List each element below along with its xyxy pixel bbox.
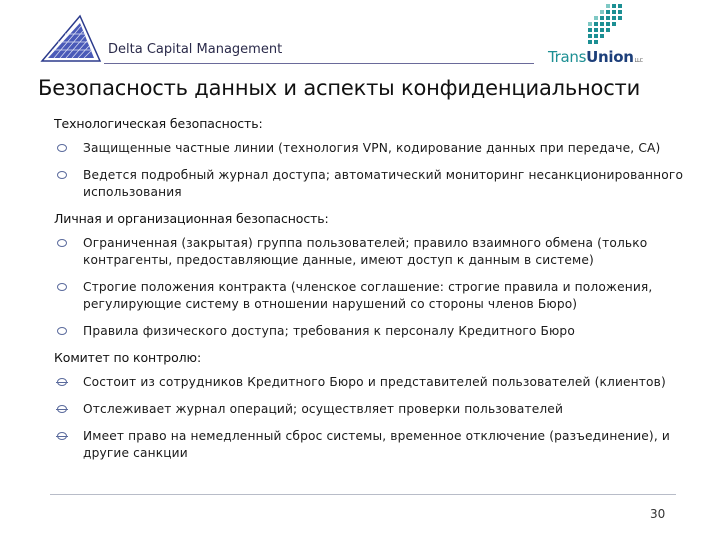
list-item-text: Отслеживает журнал операций; осуществляет проверки пользователей [83, 402, 564, 416]
section-heading-personal: Личная и организационная безопасность: [54, 211, 329, 226]
list-item [54, 323, 694, 340]
list-item-text: Ведется подробный журнал доступа; автоматический мониторинг несанкционированного использования [83, 168, 684, 199]
list-item [54, 428, 694, 462]
section-heading-tech: Технологическая безопасность: [54, 116, 263, 131]
list-item-text: Защищенные частные линии (технология VPN, кодирование данных при передаче, CA) [83, 141, 661, 155]
circle-bullet-icon [57, 378, 67, 386]
transunion-grid-icon [582, 2, 626, 46]
list-item-text: Состоит из сотрудников Кредитного Бюро и представителей пользователей (клиентов) [83, 375, 666, 389]
circle-bullet-icon [57, 283, 67, 291]
slide-content [54, 116, 694, 472]
list-item [54, 279, 694, 313]
circle-bullet-icon [57, 171, 67, 179]
list-item-text: Строгие положения контракта (членское соглашение: строгие правила и положения, регулирующие систему в отношении нарушений со стороны членов Бюро) [83, 280, 653, 311]
list-item-text: Ограниченная (закрытая) группа пользователей; правило взаимного обмена (только контрагенты, предоставляющие данные, имеют доступ к данным в системе) [83, 236, 648, 267]
company-name: Delta Capital Management [108, 42, 283, 57]
footer-rule [50, 494, 676, 495]
circle-bullet-icon [57, 144, 67, 152]
list-item [54, 401, 694, 418]
transunion-logo-tm: LLC [634, 58, 643, 64]
circle-bullet-icon [57, 432, 67, 440]
transunion-logo [548, 48, 643, 66]
header-rule [104, 63, 534, 64]
circle-bullet-icon [57, 327, 67, 335]
transunion-logo-union: Union [586, 48, 634, 66]
list-item-text: Правила физического доступа; требования к персоналу Кредитного Бюро [83, 324, 575, 338]
delta-logo-icon [40, 14, 102, 64]
section-heading-committee: Комитет по контролю: [54, 350, 202, 365]
list-item-text: Имеет право на немедленный сброс системы, временное отключение (разъединение), и другие санкции [83, 429, 670, 460]
circle-bullet-icon [57, 405, 67, 413]
list-item [54, 235, 694, 269]
transunion-logo-trans: Trans [548, 48, 587, 66]
list-item [54, 374, 694, 391]
list-item [54, 140, 694, 157]
slide-title: Безопасность данных и аспекты конфиденциальности [38, 76, 641, 100]
page-number: 30 [650, 507, 666, 521]
circle-bullet-icon [57, 239, 67, 247]
list-item [54, 167, 694, 201]
